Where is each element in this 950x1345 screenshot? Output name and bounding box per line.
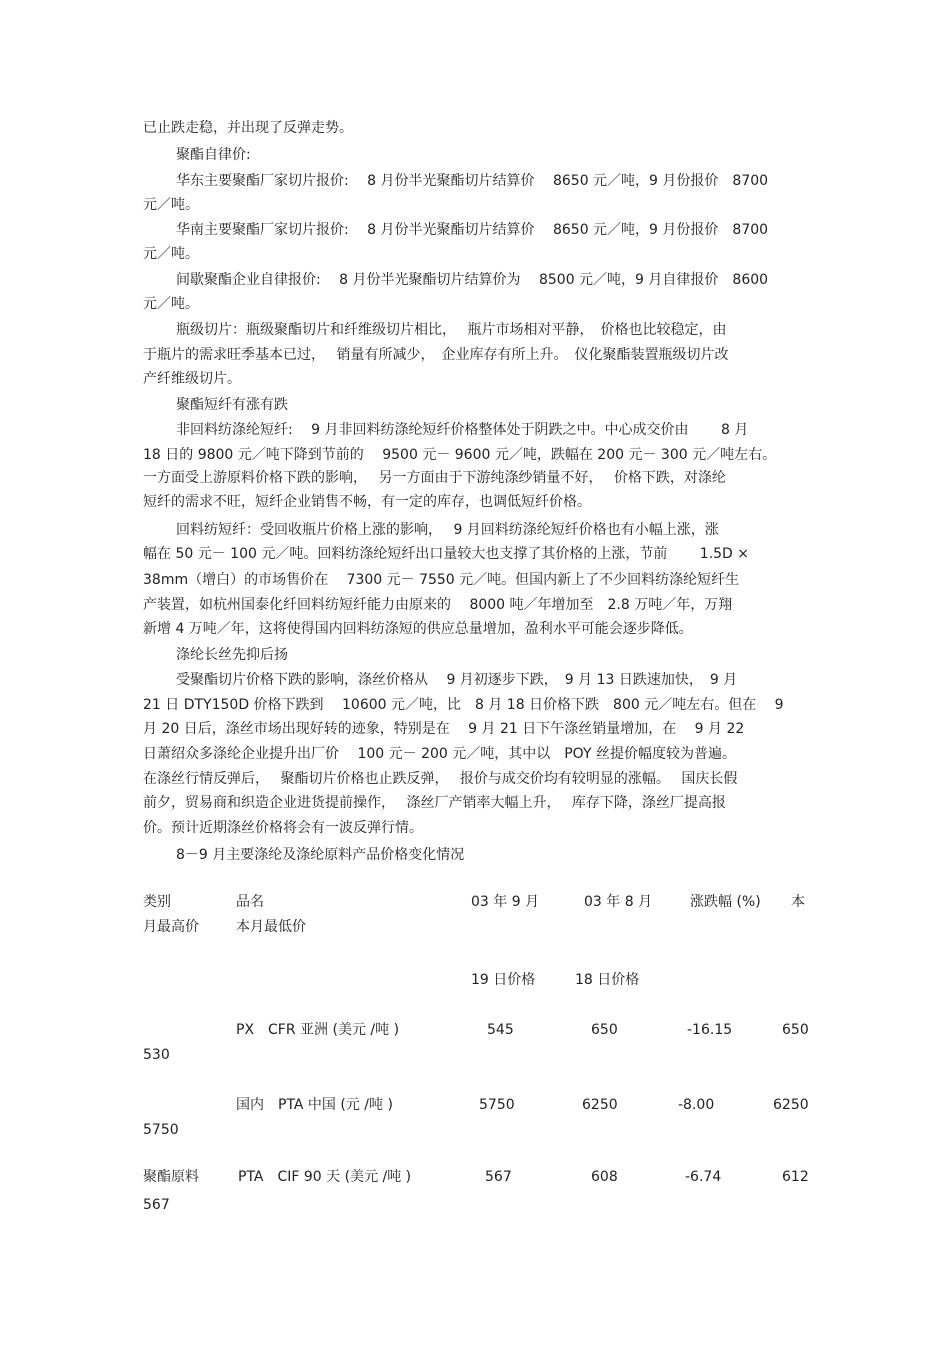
section-heading: 涤纶长丝先抑后扬	[176, 647, 288, 663]
header-aug-sub: 18 日价格	[575, 972, 640, 988]
text-line: 元／吨。	[143, 296, 199, 312]
text-line: 受聚酯切片价格下跌的影响，涤丝价格从 9 月初逐步下跌， 9 月 13 日跌速加快， 9 月	[176, 672, 738, 688]
header-min: 本月最低价	[236, 919, 306, 935]
header-change: 涨跌幅 (%)	[690, 894, 761, 910]
text-line: 瓶级切片：瓶级聚酯切片和纤维级切片相比， 瓶片市场相对平静， 价格也比较稳定，由	[176, 322, 727, 338]
cell-aug: 6250	[582, 1097, 618, 1113]
cell-aug: 608	[591, 1169, 618, 1185]
header-name: 品名	[236, 894, 264, 910]
cell-max: 6250	[773, 1097, 809, 1113]
text-line: 于瓶片的需求旺季基本已过， 销量有所减少， 企业库存有所上升。 仪化聚酯装置瓶级切片改	[143, 347, 729, 363]
text-line: 产装置，如杭州国泰化纤回料纺短纤能力由原来的 8000 吨／年增加至 2.8 万吨／年，万翔	[143, 597, 733, 613]
text-line: 38mm（增白）的市场售价在 7300 元－ 7550 元／吨。但国内新上了不少回料纺涤纶短纤生	[143, 572, 740, 588]
cell-name: PX CFR 亚洲 (美元 /吨 )	[236, 1022, 400, 1038]
text-line: 在涤丝行情反弹后， 聚酯切片价格也止跌反弹， 报价与成交价均有较明显的涨幅。 国庆长假	[143, 771, 738, 787]
text-line: 一方面受上游原料价格下跌的影响， 另一方面由于下游纯涤纱销量不好， 价格下跌，对涤纶	[143, 470, 726, 486]
text-line: 价。预计近期涤丝价格将会有一波反弹行情。	[143, 820, 423, 836]
header-sep-sub: 19 日价格	[471, 972, 536, 988]
text-line: 非回料纺涤纶短纤: 9 月非回料纺涤纶短纤价格整体处于阴跌之中。中心成交价由 8 月	[176, 422, 749, 438]
text-line: 华南主要聚酯厂家切片报价: 8 月份半光聚酯切片结算价 8650 元／吨，9 月份报价 8700	[176, 222, 769, 238]
cell-sep: 567	[485, 1169, 512, 1185]
text-line: 21 日 DTY150D 价格下跌到 10600 元／吨，比 8 月 18 日价格下跌 800 元／吨左右。但在 9	[143, 697, 784, 713]
text-line: 日萧绍众多涤纶企业提升出厂价 100 元－ 200 元／吨，其中以 POY 丝提价幅度较为普遍。	[143, 746, 736, 762]
text-line: 18 日的 9800 元／吨下降到节前的 9500 元－ 9600 元／吨，跌幅在 200 元－ 300 元／吨左右。	[143, 447, 777, 463]
text-line: 产纤维级切片。	[143, 371, 241, 387]
cell-change: -6.74	[685, 1169, 722, 1185]
cell-sep: 545	[487, 1022, 514, 1038]
text-line: 回料纺短纤：受回收瓶片价格上涨的影响， 9 月回料纺涤纶短纤价格也有小幅上涨，涨	[176, 522, 719, 538]
cell-name: PTA CIF 90 天 (美元 /吨 )	[238, 1169, 412, 1185]
header-sep: 03 年 9 月	[471, 894, 540, 910]
cell-min: 567	[143, 1197, 170, 1213]
cell-aug: 650	[591, 1022, 618, 1038]
cell-max: 650	[782, 1022, 809, 1038]
cell-min: 5750	[143, 1122, 179, 1138]
text-line: 短纤的需求不旺，短纤企业销售不畅，有一定的库存，也调低短纤价格。	[143, 494, 591, 510]
cell-min: 530	[143, 1047, 170, 1063]
text-line: 华东主要聚酯厂家切片报价: 8 月份半光聚酯切片结算价 8650 元／吨，9 月份报价 8700	[176, 173, 769, 189]
cell-change: -16.15	[687, 1022, 733, 1038]
section-heading: 聚酯自律价:	[176, 147, 251, 163]
text-line: 幅在 50 元－ 100 元／吨。回料纺涤纶短纤出口量较大也支撑了其价格的上涨，节前 1.5D ×	[143, 546, 750, 562]
header-max-part2: 月最高价	[143, 919, 199, 935]
text-line: 月 20 日后，涤丝市场出现好转的迹象，特别是在 9 月 21 日下午涤丝销量增加，在 9 月 22	[143, 721, 745, 737]
header-aug: 03 年 8 月	[584, 894, 653, 910]
table-caption: 8－9 月主要涤纶及涤纶原料产品价格变化情况	[176, 847, 465, 863]
text-line: 已止跌走稳，并出现了反弹走势。	[143, 120, 353, 136]
cell-change: -8.00	[678, 1097, 715, 1113]
cell-max: 612	[782, 1169, 809, 1185]
text-line: 元／吨。	[143, 246, 199, 262]
cell-category: 聚酯原料	[143, 1169, 199, 1185]
section-heading: 聚酯短纤有涨有跌	[176, 397, 288, 413]
text-line: 间歇聚酯企业自律报价: 8 月份半光聚酯切片结算价为 8500 元／吨，9 月自律报价 8600	[176, 272, 769, 288]
text-line: 元／吨。	[143, 197, 199, 213]
cell-name: 国内 PTA 中国 (元 /吨 )	[236, 1097, 393, 1113]
header-category: 类别	[143, 894, 171, 910]
header-max-part1: 本	[791, 894, 805, 910]
text-line: 前夕，贸易商和织造企业进货提前操作， 涤丝厂产销率大幅上升， 库存下降，涤丝厂提高报	[143, 795, 726, 811]
text-line: 新增 4 万吨／年，这将使得国内回料纺涤短的供应总量增加，盈利水平可能会逐步降低。	[143, 621, 693, 637]
cell-sep: 5750	[479, 1097, 515, 1113]
